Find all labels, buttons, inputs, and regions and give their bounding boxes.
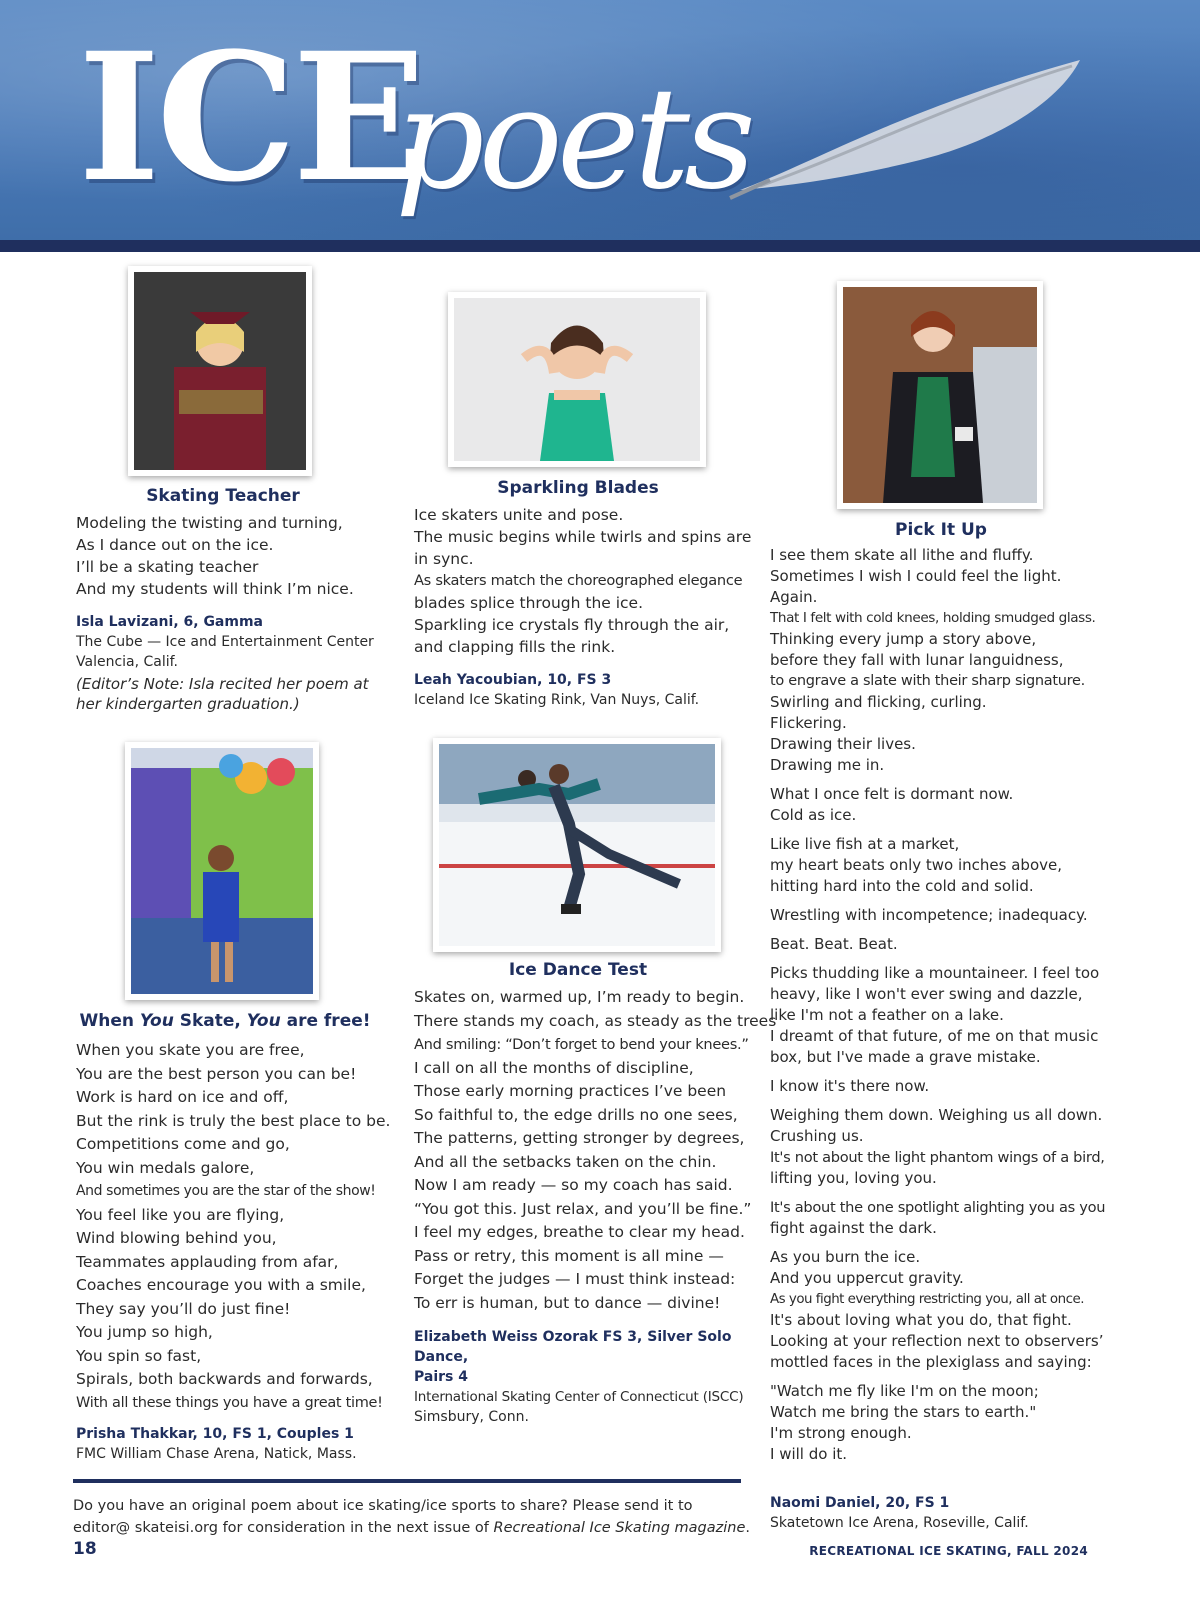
poem-line: And all the setbacks taken on the chin. [414, 1152, 717, 1171]
poem-line: Again. [770, 588, 818, 606]
poem-line: I'm strong enough. [770, 1424, 912, 1442]
submission-callout [73, 1495, 753, 1539]
author-location: Valencia, Calif. [76, 654, 179, 670]
masthead-ice: ICE [78, 14, 423, 221]
photo-naomi-rink [837, 281, 1043, 509]
stanza [770, 834, 1115, 897]
poem-line: Looking at your reflection next to observers’ [770, 1332, 1104, 1350]
poem-line: mottled faces in the plexiglass and saying: [770, 1353, 1092, 1371]
poem-line: As I dance out on the ice. [76, 536, 274, 554]
poem-line: And you uppercut gravity. [770, 1269, 964, 1287]
poem-line: Pass or retry, this moment is all mine — [414, 1246, 724, 1265]
author-name: Leah Yacoubian, 10, FS 3 [414, 672, 612, 688]
poem-line: heavy, like I won't ever swing and dazzle, [770, 985, 1083, 1003]
author-name: Naomi Daniel, 20, FS 1 [770, 1495, 950, 1511]
poem-line: Forget the judges — I must think instead: [414, 1270, 736, 1288]
poem-line: What I once felt is dormant now. [770, 785, 1014, 803]
poem-body-ice-dance-test [414, 986, 777, 1315]
poem-line: to engrave a slate with their sharp signature. [770, 673, 1085, 689]
callout-magazine-name: Recreational Ice Skating magazine [493, 1520, 746, 1536]
author-name: Elizabeth Weiss Ozorak FS 3, Silver Solo Dance, [414, 1329, 732, 1365]
poem-line: You spin so fast, [76, 1346, 202, 1365]
header-banner [0, 0, 1200, 240]
stanza [770, 963, 1115, 1068]
poem-line: Teammates applauding from afar, [76, 1252, 339, 1271]
poem-line: in sync. [414, 550, 474, 568]
poem-line: The music begins while twirls and spins are [414, 528, 752, 546]
poem-line: But the rink is truly the best place to be. [76, 1111, 391, 1130]
title-part: When [79, 1011, 140, 1031]
poem-line: Wind blowing behind you, [76, 1229, 277, 1247]
poem-line: To err is human, but to dance — divine! [414, 1293, 721, 1312]
callout-end: . [745, 1520, 750, 1536]
poem-line: Watch me bring the stars to earth." [770, 1403, 1037, 1421]
poem-line: Swirling and flicking, curling. [770, 693, 987, 711]
issue-line: RECREATIONAL ICE SKATING, FALL 2024 [809, 1544, 1088, 1558]
poem-line: Skates on, warmed up, I’m ready to begin. [414, 988, 745, 1006]
poem-line: Coaches encourage you with a smile, [76, 1276, 366, 1294]
stanza [770, 905, 1115, 926]
byline-naomi [770, 1493, 1100, 1533]
poem-line: It's about the one spotlight alighting you as you [770, 1199, 1106, 1216]
poem-line: I call on all the months of discipline, [414, 1058, 694, 1077]
author-name: Isla Lavizani, 6, Gamma [76, 614, 264, 630]
author-name-cont: Pairs 4 [414, 1369, 468, 1385]
poem-line: Wrestling with incompetence; inadequacy. [770, 906, 1088, 924]
poem-line: Drawing their lives. [770, 735, 916, 753]
stanza [770, 545, 1115, 776]
poem-line: Drawing me in. [770, 756, 885, 774]
title-part: are free! [280, 1011, 371, 1031]
poem-line: And my students will think I’m nice. [76, 580, 354, 598]
poem-line: lifting you, loving you. [770, 1169, 937, 1187]
stanza [770, 934, 1115, 955]
poem-body-sparkling-blades [414, 504, 752, 658]
poem-line: Now I am ready — so my coach has said. [414, 1176, 733, 1194]
poem-line: Cold as ice. [770, 806, 857, 824]
poem-line: I dreamt of that future, of me on that music [770, 1027, 1099, 1045]
poem-title-ice-dance-test: Ice Dance Test [508, 960, 648, 980]
masthead-poets: poets [395, 58, 750, 221]
stanza [770, 1197, 1115, 1239]
footer-divider [73, 1479, 741, 1483]
poem-line: Modeling the twisting and turning, [76, 514, 343, 532]
poem-line: It's not about the light phantom wings of a bird, [770, 1149, 1105, 1166]
poem-line: Those early morning practices I’ve been [414, 1082, 727, 1100]
poem-line: hitting hard into the cold and solid. [770, 877, 1034, 895]
photo-isla-graduation [128, 266, 312, 476]
poem-line: You are the best person you can be! [76, 1064, 357, 1083]
poem-line: So faithful to, the edge drills no one sees, [414, 1105, 738, 1124]
poem-title-when-you-skate [60, 1011, 390, 1031]
poem-line: I see them skate all lithe and fluffy. [770, 546, 1034, 564]
poem-line: blades splice through the ice. [414, 594, 644, 612]
poem-line: and clapping fills the rink. [414, 638, 616, 656]
poem-line: It's about loving what you do, that fight. [770, 1311, 1072, 1329]
poem-line: As skaters match the choreographed elegance [414, 572, 743, 589]
editor-note: (Editor’s Note: Isla recited her poem at her kindergarten graduation.) [76, 675, 369, 713]
poem-line: The patterns, getting stronger by degrees, [414, 1129, 745, 1147]
title-part-italic: You [246, 1011, 281, 1031]
poem-line: "Watch me fly like I'm on the moon; [770, 1382, 1039, 1400]
photo-prisha-costume [125, 742, 319, 1000]
poem-line: like I'm not a feather on a lake. [770, 1006, 1004, 1024]
poem-title-sparkling-blades: Sparkling Blades [497, 478, 659, 498]
poem-line: I will do it. [770, 1445, 848, 1463]
poem-line: As you fight everything restricting you, all at once. [770, 1292, 1084, 1307]
poem-line: There stands my coach, as steady as the trees [414, 1011, 777, 1030]
byline-elizabeth [414, 1327, 754, 1427]
poem-line: Weighing them down. Weighing us all down. [770, 1106, 1103, 1124]
poem-body-pick-it-up [770, 545, 1115, 1473]
poem-line: With all these things you have a great time! [76, 1394, 383, 1411]
poem-line: I’ll be a skating teacher [76, 558, 259, 576]
poem-line: before they fall with lunar languidness, [770, 651, 1064, 669]
author-rink: The Cube — Ice and Entertainment Center [76, 634, 374, 650]
byline-prisha [76, 1424, 396, 1464]
stanza [770, 784, 1115, 826]
poem-line: Competitions come and go, [76, 1135, 290, 1153]
poem-line: Ice skaters unite and pose. [414, 506, 624, 524]
stanza [770, 1381, 1115, 1465]
poem-line: box, but I've made a grave mistake. [770, 1048, 1041, 1066]
poem-line: Sometimes I wish I could feel the light. [770, 567, 1062, 585]
poem-line: As you burn the ice. [770, 1248, 921, 1266]
author-rink: Skatetown Ice Arena, Roseville, Calif. [770, 1515, 1029, 1531]
poem-line: Flickering. [770, 714, 847, 732]
author-name: Prisha Thakkar, 10, FS 1, Couples 1 [76, 1426, 354, 1442]
photo-leah-skater [448, 292, 706, 467]
page-number: 18 [73, 1539, 97, 1559]
poem-line: Work is hard on ice and off, [76, 1088, 289, 1106]
poem-line: They say you’ll do just fine! [76, 1299, 291, 1318]
poem-line: my heart beats only two inches above, [770, 856, 1063, 874]
poem-line: Beat. Beat. Beat. [770, 935, 898, 953]
poem-line: I know it's there now. [770, 1077, 930, 1095]
poem-line: Sparkling ice crystals fly through the air, [414, 616, 730, 634]
byline-isla [76, 612, 376, 714]
poem-line: You jump so high, [76, 1323, 213, 1341]
author-rink: Iceland Ice Skating Rink, Van Nuys, Calif. [414, 692, 700, 708]
poem-body-when-you-skate [76, 1039, 396, 1415]
poem-line: That I felt with cold knees, holding smudged glass. [770, 610, 1096, 626]
author-rink: FMC William Chase Arena, Natick, Mass. [76, 1446, 357, 1462]
poem-line: You feel like you are flying, [76, 1205, 285, 1224]
banner-divider [0, 240, 1200, 252]
poem-line: Picks thudding like a mountaineer. I feel too [770, 964, 1100, 982]
poem-line: And smiling: “Don’t forget to bend your knees.” [414, 1036, 749, 1053]
poem-title-pick-it-up: Pick It Up [895, 520, 987, 540]
poem-line: And sometimes you are the star of the show! [76, 1183, 376, 1199]
poem-line: Crushing us. [770, 1127, 864, 1145]
stanza [770, 1076, 1115, 1097]
poem-line: You win medals galore, [76, 1158, 255, 1177]
photo-elizabeth-ice-dance [433, 738, 721, 952]
callout-text: Do you have an original poem about ice skating/ice sports to share? Please send it to editor@ skateisi.org for consideration in the next issue of [73, 1498, 693, 1536]
stanza [770, 1105, 1115, 1189]
poem-title-skating-teacher: Skating Teacher [146, 486, 300, 506]
author-rink: International Skating Center of Connecticut (ISCC) [414, 1389, 744, 1405]
poem-line: fight against the dark. [770, 1219, 937, 1237]
byline-leah [414, 670, 744, 710]
title-part-italic: You [139, 1011, 174, 1031]
author-location: Simsbury, Conn. [414, 1409, 529, 1425]
feather-quill-icon [700, 40, 1120, 200]
stanza [770, 1247, 1115, 1373]
poem-line: I feel my edges, breathe to clear my head. [414, 1223, 745, 1241]
poem-line: Spirals, both backwards and forwards, [76, 1370, 373, 1388]
poem-line: When you skate you are free, [76, 1041, 305, 1059]
poem-line: “You got this. Just relax, and you’ll be fine.” [414, 1199, 752, 1218]
poem-line: Thinking every jump a story above, [770, 630, 1037, 648]
poem-line: Like live fish at a market, [770, 835, 960, 853]
title-part: Skate, [173, 1011, 247, 1031]
poem-body-skating-teacher [76, 512, 376, 600]
